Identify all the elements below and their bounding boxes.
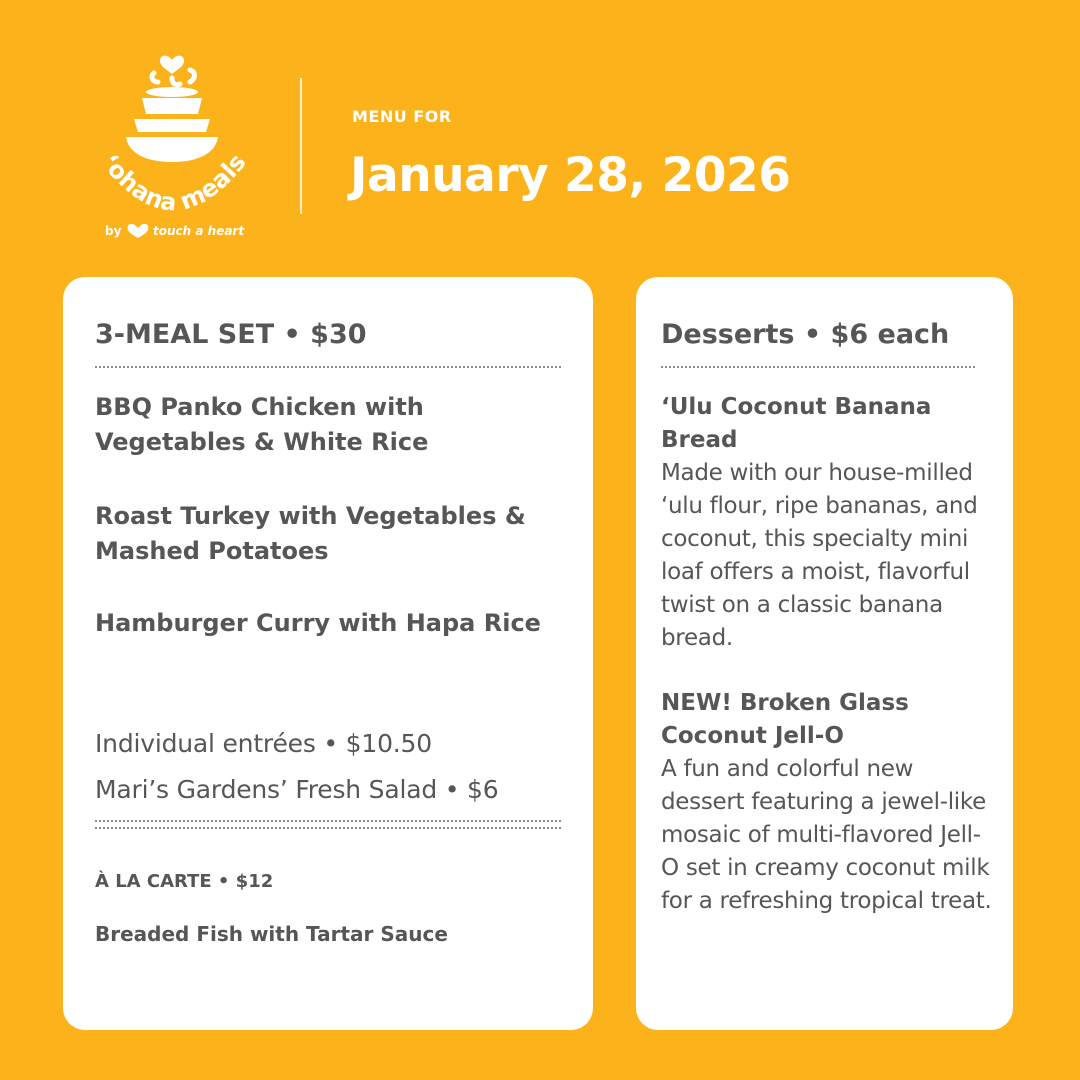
divider-dotted xyxy=(95,820,561,822)
logo-partner-text: touch a heart xyxy=(153,224,245,238)
a-la-carte-item: Breaded Fish with Tartar Sauce xyxy=(95,922,448,946)
a-la-carte-heading: À LA CARTE • $12 xyxy=(95,871,274,892)
header-divider xyxy=(300,78,302,214)
dessert-description: A fun and colorful new dessert featuring a jewel-like mosaic of multi-flavored Jell-O set in creamy coconut milk for a refreshing tropical treat. xyxy=(661,756,992,914)
bowl-stack-heart-icon xyxy=(80,40,265,245)
divider-dotted xyxy=(95,366,561,368)
entree-item: Roast Turkey with Vegetables & Mashed Potatoes xyxy=(95,502,526,565)
ohana-meals-logo xyxy=(80,40,265,245)
desserts-heading: Desserts • $6 each xyxy=(661,319,950,350)
meal-set-card xyxy=(63,277,593,1030)
menu-for-label: MENU FOR xyxy=(352,107,452,126)
partner-heart-icon xyxy=(128,224,149,238)
dessert-description: Made with our house-milled ‘ulu flour, ripe bananas, and coconut, this specialty mini loaf offers a moist, flavorful twist on a classic banana bread. xyxy=(661,460,978,651)
meal-set-heading: 3-MEAL SET • $30 xyxy=(95,319,367,350)
dessert-name: ‘Ulu Coconut Banana Bread xyxy=(661,394,932,453)
logo-brand-text: ʻohana meals xyxy=(96,148,252,217)
menu-date: January 28, 2026 xyxy=(350,148,791,203)
divider-dotted xyxy=(661,366,975,368)
divider-dotted xyxy=(95,827,561,829)
desserts-card xyxy=(636,277,1013,1030)
individual-entrees-price: Individual entrées • $10.50 xyxy=(95,729,432,758)
fresh-salad-price: Mari’s Gardens’ Fresh Salad • $6 xyxy=(95,775,499,804)
logo-byline: by xyxy=(105,224,122,238)
entree-item: Hamburger Curry with Hapa Rice xyxy=(95,609,541,637)
dessert-name: NEW! Broken Glass Coconut Jell-O xyxy=(661,690,909,749)
entree-item: BBQ Panko Chicken with Vegetables & White Rice xyxy=(95,393,429,456)
